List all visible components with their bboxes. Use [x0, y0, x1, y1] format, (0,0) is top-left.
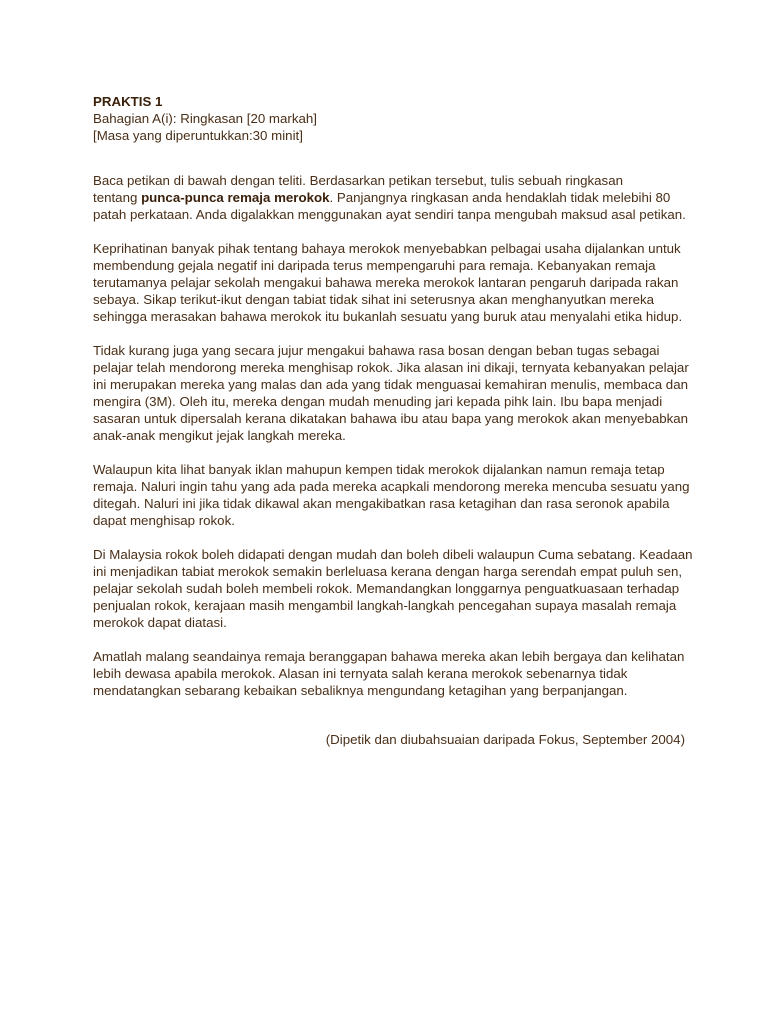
paragraph-line: sasaran untuk dipersalah kerana dikatakan bahawa ibu atau bapa yang merokok akan menyebabkan: [93, 411, 689, 426]
instruction-text: tentang: [93, 190, 142, 205]
paragraph-line: mendatangkan sebarang kebaikan sebaliknya mengundang ketagihan yang berpanjangan.: [93, 683, 628, 698]
paragraph-line: ditegah. Naluri ini jika tidak dikawal akan mengakibatkan rasa ketagihan dan rasa seronok apabila: [93, 496, 670, 511]
paragraph-line: Keprihatinan banyak pihak tentang bahaya merokok menyebabkan pelbagai usaha dijalankan untuk: [93, 241, 681, 256]
paragraph-line: merokok dapat diatasi.: [93, 615, 227, 630]
paragraph-line: terutamanya pelajar sekolah mengakui bahawa mereka merokok lantaran pengaruh daripada rakan: [93, 275, 679, 290]
instruction-text: . Panjangnya ringkasan anda hendaklah tidak melebihi 80: [329, 190, 671, 205]
paragraph-line: anak-anak mengikut jejak langkah mereka.: [93, 428, 346, 443]
paragraph-line: mengira (3M). Oleh itu, mereka dengan mudah menuding jari kepada pihk lain. Ibu bapa menjadi: [93, 394, 663, 409]
paragraph-line: Amatlah malang seandainya remaja beranggapan bahawa mereka akan lebih bergaya dan kelihatan: [93, 649, 685, 664]
source-citation: (Dipetik dan diubahsuaian daripada Fokus, September 2004): [325, 732, 685, 747]
paragraph-line: membendung gejala negatif ini daripada terus mempengaruhi para remaja. Kebanyakan remaja: [93, 258, 656, 273]
passage-paragraph: [93, 648, 685, 699]
paragraph-line: ini merupakan mereka yang malas dan ada yang tidak menguasai kemahiran menulis, membaca dan: [93, 377, 688, 392]
paragraph-line: Di Malaysia rokok boleh didapati dengan mudah dan boleh dibeli walaupun Cuma sebatang. Keadaan: [93, 547, 693, 562]
paragraph-line: Tidak kurang juga yang secara jujur mengakui bahawa rasa bosan dengan beban tugas sebagai: [93, 343, 660, 358]
passage-paragraph: [93, 342, 689, 444]
paragraph-line: pelajar sekolah sudah boleh membeli rokok. Memandangkan longgarnya penguatkuasaan terhadap: [93, 581, 680, 596]
instruction-line: [93, 189, 685, 206]
instructions: [93, 172, 685, 223]
paragraph-line: pelajar telah mendorong mereka menghisap rokok. Jika alasan ini dikaji, ternyata kebanyakan pelajar: [93, 360, 689, 375]
paragraph-line: lebih dewasa apabila merokok. Alasan ini ternyata salah kerana merokok sebenarnya tidak: [93, 666, 628, 681]
document-page: [93, 93, 693, 748]
paragraph-line: dapat menghisap rokok.: [93, 513, 235, 528]
paragraph-line: penjualan rokok, kerajaan masih mengambil langkah-langkah pencegahan supaya masalah remaja: [93, 598, 677, 613]
paragraph-line: sebaya. Sikap terikut-ikut dengan tabiat tidak sihat ini seterusnya akan menghanyutkan mereka: [93, 292, 655, 307]
paragraph-line: ini menjadikan tabiat merokok semakin berleluasa kerana dengan harga serendah empat puluh sen,: [93, 564, 683, 579]
instruction-line: patah perkataan. Anda digalakkan menggunakan ayat sendiri tanpa mengubah maksud asal petikan.: [93, 207, 686, 222]
passage-paragraph: [93, 461, 690, 529]
passage-paragraph: [93, 240, 685, 325]
paragraph-line: sehingga merasakan bahawa merokok itu bukanlah sesuatu yang buruk atau menyalahi etika hidup.: [93, 309, 683, 324]
section-label: Bahagian A(i): Ringkasan [20 markah]: [93, 111, 317, 126]
paragraph-line: remaja. Naluri ingin tahu yang ada pada mereka acapkali mendorong mereka mencuba sesuatu yang: [93, 479, 690, 494]
passage-paragraph: [93, 546, 693, 631]
instruction-topic: punca-punca remaja merokok: [141, 190, 330, 205]
page-title: PRAKTIS 1: [93, 94, 163, 109]
time-allocation: [Masa yang diperuntukkan:30 minit]: [93, 128, 303, 143]
instruction-line: Baca petikan di bawah dengan teliti. Berdasarkan petikan tersebut, tulis sebuah ringkasan: [93, 173, 623, 188]
paragraph-line: Walaupun kita lihat banyak iklan mahupun kempen tidak merokok dijalankan namun remaja tetap: [93, 462, 665, 477]
